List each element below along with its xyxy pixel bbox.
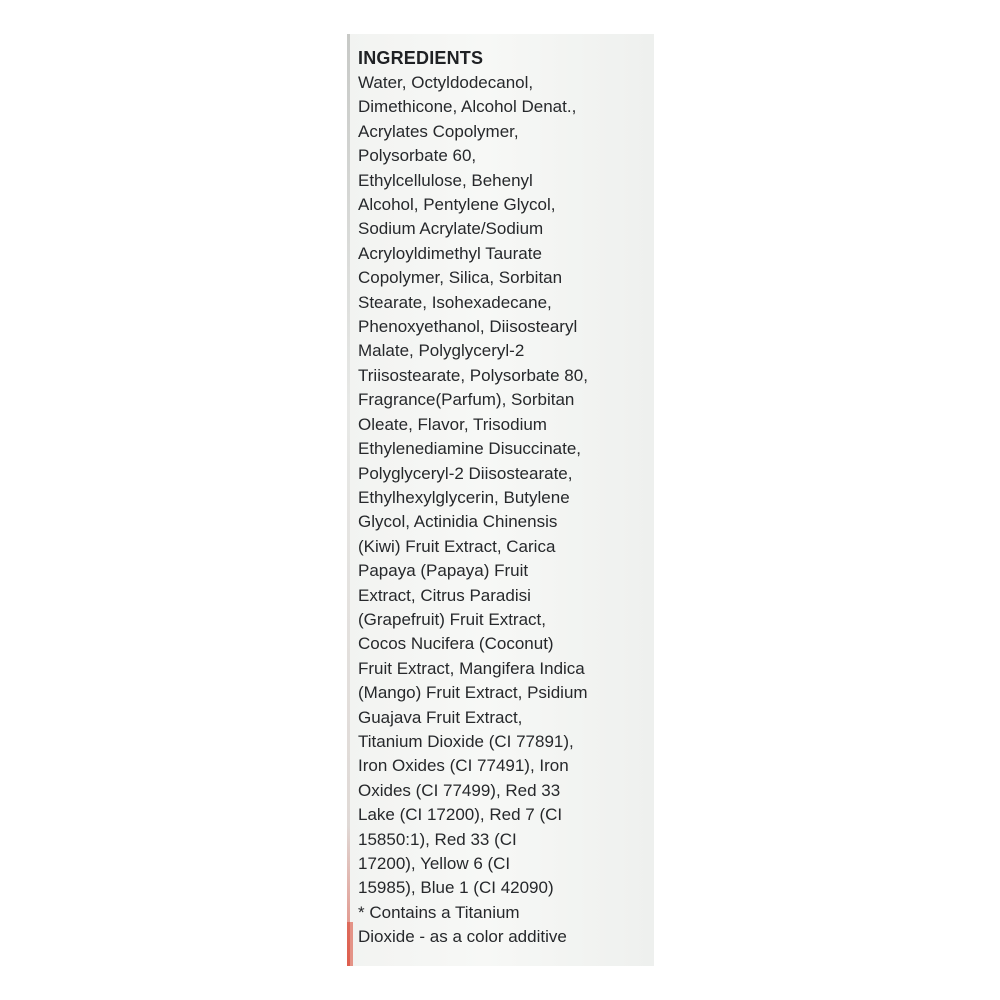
ingredient-line: Stearate, Isohexadecane,	[358, 292, 552, 312]
ingredient-line: Ethylenediamine Disuccinate,	[358, 439, 582, 459]
ingredient-line: Polyglyceryl-2 Diisostearate,	[358, 463, 573, 483]
ingredients-heading: INGREDIENTS	[358, 48, 484, 68]
ingredients-list	[358, 71, 588, 950]
ingredient-line: Polysorbate 60,	[358, 146, 477, 166]
ingredient-line: Titanium Dioxide (CI 77891),	[358, 731, 574, 751]
ingredient-line: Guajava Fruit Extract,	[358, 707, 523, 727]
ingredient-line: Phenoxyethanol, Diisostearyl	[358, 317, 578, 337]
ingredient-line: Dimethicone, Alcohol Denat.,	[358, 97, 577, 117]
ingredient-line: 15850:1), Red 33 (CI	[358, 829, 517, 849]
ingredient-line: Alcohol, Pentylene Glycol,	[358, 195, 556, 215]
ingredient-line: 17200), Yellow 6 (CI	[358, 854, 511, 873]
ingredients-label-panel	[347, 34, 654, 966]
ingredient-line: Triisostearate, Polysorbate 80,	[358, 365, 588, 385]
ingredient-line: Lake (CI 17200), Red 7 (CI	[358, 805, 563, 825]
ingredient-line: Fragrance(Parfum), Sorbitan	[358, 390, 575, 410]
ingredient-line: Papaya (Papaya) Fruit	[358, 561, 529, 581]
ingredient-line: Oxides (CI 77499), Red 33	[358, 780, 561, 800]
ingredient-line: Glycol, Actinidia Chinensis	[358, 512, 558, 532]
ingredient-line: * Contains a Titanium	[358, 902, 520, 922]
ingredient-line: (Kiwi) Fruit Extract, Carica	[358, 536, 556, 556]
ingredient-line: (Mango) Fruit Extract, Psidium	[358, 683, 588, 703]
ingredient-line: Iron Oxides (CI 77491), Iron	[358, 756, 569, 776]
ingredient-line: 15985), Blue 1 (CI 42090)	[358, 878, 554, 898]
ingredient-line: Malate, Polyglyceryl-2	[358, 341, 525, 361]
ingredient-line: (Grapefruit) Fruit Extract,	[358, 609, 546, 629]
ingredient-line: Acryloyldimethyl Taurate	[358, 243, 542, 263]
package-fold-edge	[347, 34, 350, 966]
ingredient-line: Cocos Nucifera (Coconut)	[358, 634, 554, 654]
ingredient-line: Sodium Acrylate/Sodium	[358, 219, 544, 239]
ingredient-line: Fruit Extract, Mangifera Indica	[358, 658, 585, 678]
ingredient-line: Water, Octyldodecanol,	[358, 73, 534, 92]
ingredient-line: Oleate, Flavor, Trisodium	[358, 414, 547, 434]
package-red-accent	[347, 922, 353, 966]
ingredient-line: Ethylcellulose, Behenyl	[358, 170, 533, 190]
ingredient-line: Copolymer, Silica, Sorbitan	[358, 268, 563, 288]
ingredient-line: Dioxide - as a color additive	[358, 927, 567, 947]
ingredient-line: Extract, Citrus Paradisi	[358, 585, 531, 605]
ingredient-line: Acrylates Copolymer,	[358, 121, 519, 141]
ingredient-line: Ethylhexylglycerin, Butylene	[358, 487, 570, 507]
